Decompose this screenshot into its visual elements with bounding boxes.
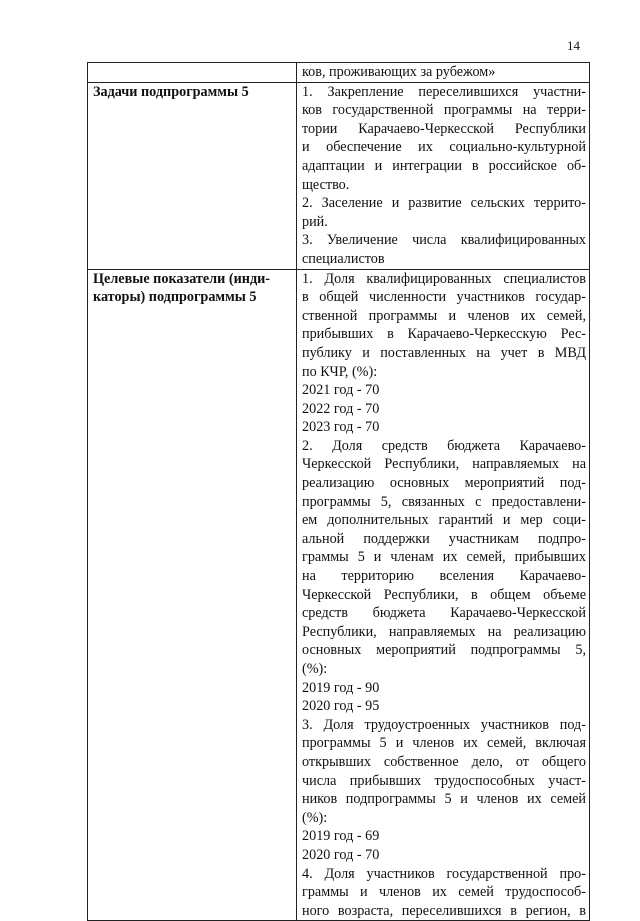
row-label-line: Целевые показатели (инди- xyxy=(93,270,271,287)
content-line: 3. Доля трудоустроенных участников под- xyxy=(302,716,586,733)
content-line: тории Карачаево-Черкесской Республики xyxy=(302,120,586,137)
content-line: адаптации и интеграции в российское об- xyxy=(302,157,586,174)
content-line: публику и поставленных на учет в МВД xyxy=(302,344,586,361)
content-line: прибывших в Карачаево-Черкесскую Рес- xyxy=(302,326,586,343)
content-line: средств бюджета Карачаево-Черкесской xyxy=(302,605,586,622)
content-line: числа прибывших трудоспособных участ- xyxy=(302,772,586,789)
content-line: альной поддержки участникам подпро- xyxy=(302,530,586,547)
content-line: ного возраста, переселившихся в регион, в xyxy=(302,902,586,919)
row-label-cell xyxy=(88,63,297,83)
content-line: ственной программы и членов их семей, xyxy=(302,307,586,324)
row-label-cell xyxy=(88,269,297,921)
content-line: 2. Доля средств бюджета Карачаево- xyxy=(302,437,586,454)
content-line: рий. xyxy=(302,213,328,230)
content-line: ков государственной программы на терри- xyxy=(302,102,586,119)
content-line: 2020 год - 70 xyxy=(302,846,380,863)
content-line: 2. Заселение и развитие сельских террито- xyxy=(302,195,586,212)
content-line: ков, проживающих за рубежом» xyxy=(302,64,496,80)
content-line: и обеспечение их социально-культурной xyxy=(302,139,586,156)
content-line: реализацию основных мероприятий под- xyxy=(302,475,586,492)
table-row xyxy=(88,63,590,83)
content-line: 4. Доля участников государственной про- xyxy=(302,865,586,882)
content-line: Республики, направляемых на реализацию xyxy=(302,623,586,640)
content-line: (%): xyxy=(302,809,328,826)
content-line: в общей численности участников государ- xyxy=(302,289,586,306)
row-label-cell xyxy=(88,82,297,269)
content-line: на территорию вселения Карачаево- xyxy=(302,568,586,585)
content-line: 1. Доля квалифицированных специалистов xyxy=(302,270,586,287)
content-line: программы 5, связанных с предоставлени- xyxy=(302,493,586,510)
content-line: 2019 год - 69 xyxy=(302,828,380,845)
table-row xyxy=(88,82,590,269)
content-line: Черкесской Республики, в общем объеме xyxy=(302,586,586,603)
content-line: 2022 год - 70 xyxy=(302,400,380,417)
content-line: ем дополнительных гарантий и мер соци- xyxy=(302,512,586,529)
content-line: основных мероприятий подпрограммы 5, xyxy=(302,642,586,659)
row-content-cell xyxy=(297,269,590,921)
table-row xyxy=(88,269,590,921)
content-line: по КЧР, (%): xyxy=(302,363,378,380)
content-line: специалистов xyxy=(302,250,385,267)
row-label-line: Задачи подпрограммы 5 xyxy=(93,83,249,100)
content-line: Черкесской Республики, направляемых на xyxy=(302,456,586,473)
content-line: 2019 год - 90 xyxy=(302,679,380,696)
content-line: открывших собственное дело, от общего xyxy=(302,753,586,770)
content-line: граммы 5 и членам их семей, прибывших xyxy=(302,549,586,566)
content-line: 2020 год - 95 xyxy=(302,698,380,715)
content-line: 3. Увеличение числа квалифицированных xyxy=(302,232,586,249)
content-line: граммы и членов их семей трудоспособ- xyxy=(302,884,586,901)
content-line: 1. Закрепление переселившихся участни- xyxy=(302,83,586,100)
content-line: щество. xyxy=(302,176,350,193)
content-line: (%): xyxy=(302,661,328,677)
row-content-cell xyxy=(297,63,590,83)
row-content-cell xyxy=(297,82,590,269)
content-line: программы 5 и членов их семей, включая xyxy=(302,735,586,752)
content-line: ников подпрограммы 5 и членов их семей xyxy=(302,791,586,808)
row-label-line: каторы) подпрограммы 5 xyxy=(93,289,257,306)
table-body xyxy=(88,63,590,921)
page-number: 14 xyxy=(567,38,580,53)
subprogram-passport-table xyxy=(87,62,590,921)
content-line: 2023 год - 70 xyxy=(302,419,380,436)
content-line: 2021 год - 70 xyxy=(302,382,380,399)
